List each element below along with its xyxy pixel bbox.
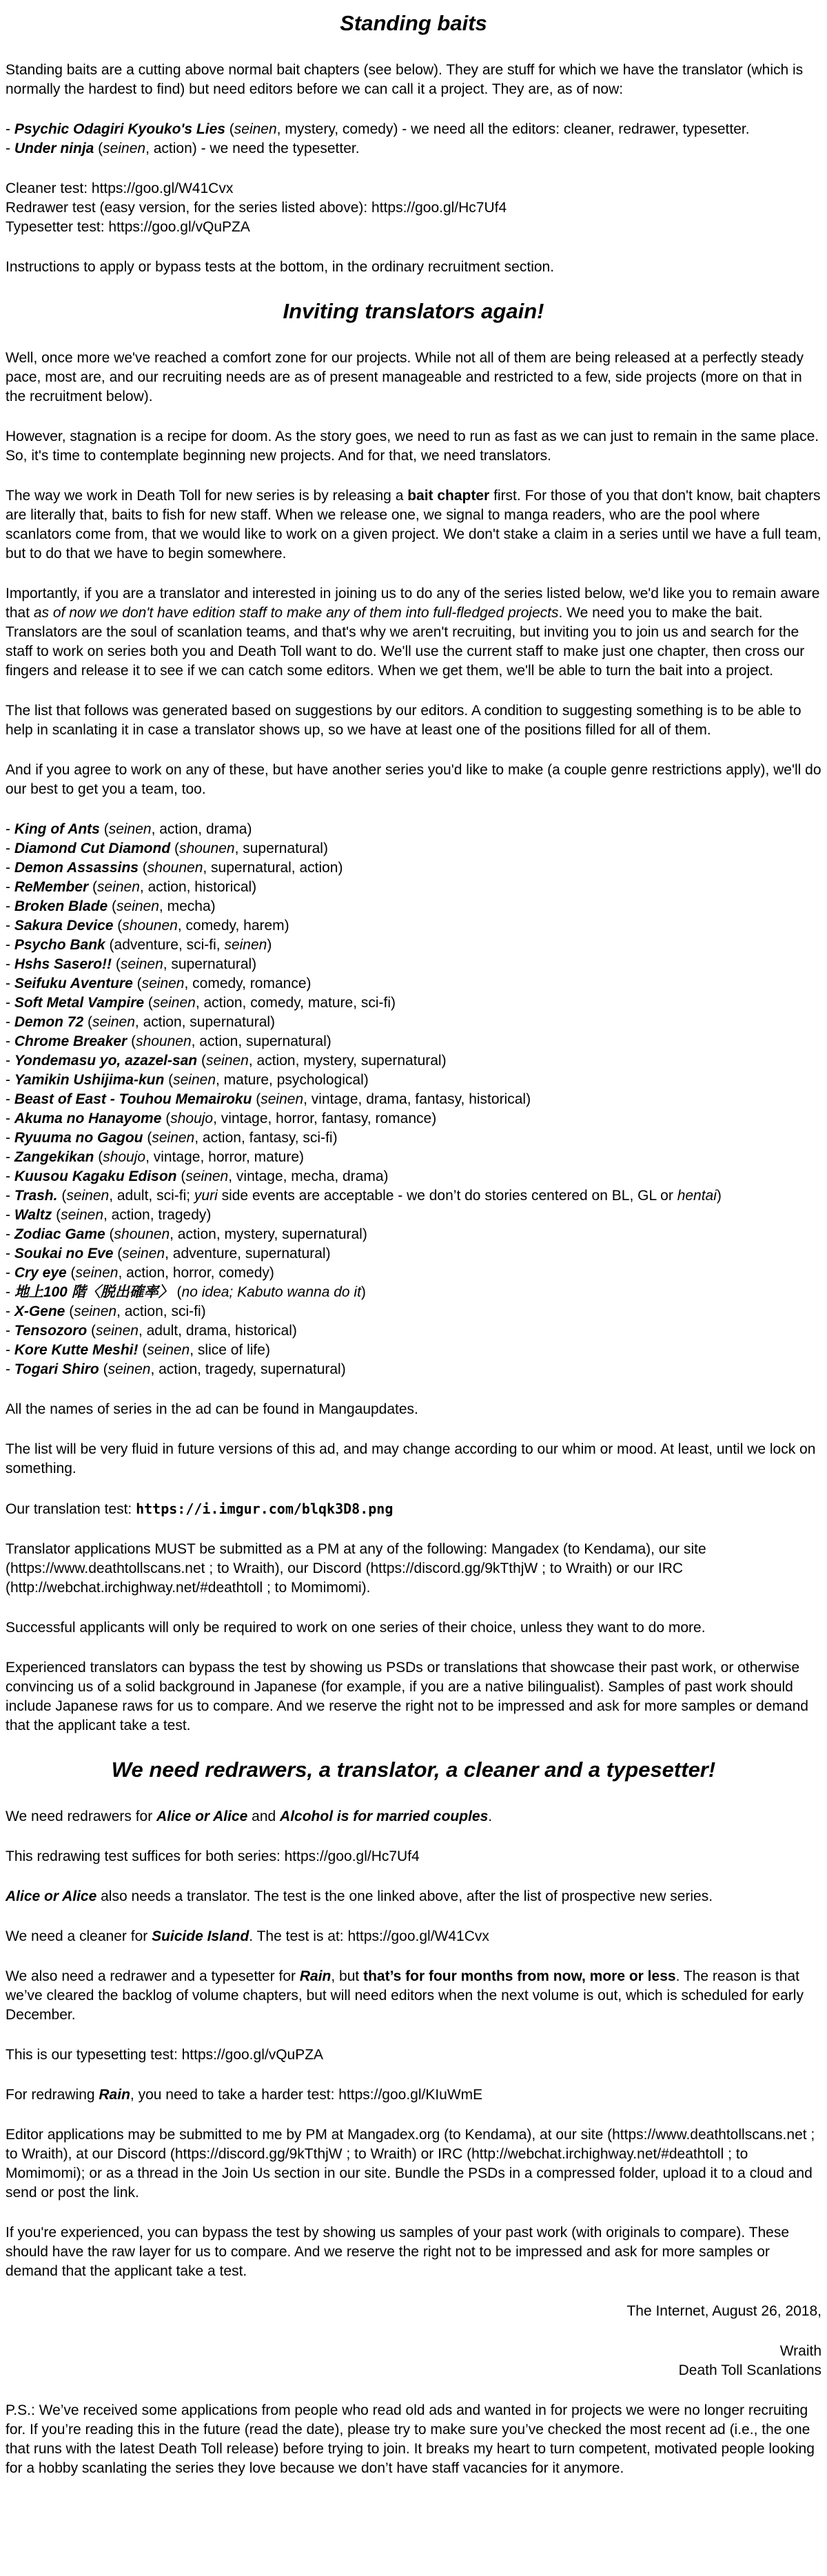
- paragraph: All the names of series in the ad can be found in Mangaupdates.: [6, 1401, 418, 1417]
- series-title: Broken Blade: [14, 898, 108, 914]
- series-item: - 地上100 階〈脱出確率〉 (no idea; Kabuto wanna do it): [6, 1284, 366, 1300]
- staff-needs-paragraphs: [6, 1807, 821, 2281]
- series-title: Trash.: [14, 1188, 58, 1204]
- series-item: - Togari Shiro (seinen, action, tragedy, supernatural): [6, 1361, 346, 1377]
- paragraph: The list that follows was generated based on suggestions by our editors. A condition to suggesting something is to be able to help in scanlating it in case a translator shows up, so we have at least one of the positions filled for all of them.: [6, 703, 802, 738]
- series-item: - Yondemasu yo, azazel-san (seinen, action, mystery, supernatural): [6, 1053, 447, 1069]
- paragraph: We need redrawers for Alice or Alice and Alcohol is for married couples.: [6, 1809, 493, 1824]
- series-title: Sakura Device: [14, 918, 114, 934]
- standing-baits-title: Standing baits: [340, 11, 487, 35]
- inviting-outro-paragraphs: [6, 1400, 821, 1735]
- paragraph: We need a cleaner for Suicide Island. The test is at: https://goo.gl/W41Cvx: [6, 1928, 489, 1944]
- staff-needs-title: We need redrawers, a translator, a cleaner and a typesetter!: [111, 1758, 716, 1782]
- series-title: Yamikin Ushijima-kun: [14, 1072, 165, 1088]
- test-instructions-note: Instructions to apply or bypass tests at the bottom, in the ordinary recruitment section.: [6, 259, 555, 275]
- series-title: Yondemasu yo, azazel-san: [14, 1053, 198, 1069]
- series-title: 地上100 階〈脱出確率〉: [14, 1284, 173, 1300]
- editor-test-links: [6, 179, 821, 237]
- series-item: - Kore Kutte Meshi! (seinen, slice of life): [6, 1342, 270, 1358]
- series-item: - Demon 72 (seinen, action, supernatural): [6, 1014, 276, 1030]
- signature-lines: [6, 2342, 821, 2380]
- paragraph: If you're experienced, you can bypass the test by showing us samples of your past work (with originals to compare). These should have the raw layer for us to compare. And we reserve the right not to be impressed and ask for more samples or demand that the applicant take a test.: [6, 2225, 790, 2279]
- series-title: Hshs Sasero!!: [14, 956, 112, 972]
- series-item: - Zodiac Game (shounen, action, mystery, supernatural): [6, 1226, 367, 1242]
- paragraph: Editor applications may be submitted to me by PM at Mangadex.org (to Kendama), at our site (https://www.deathtollscans.net ; to Wraith), at our Discord (https://discord.gg/9kTthjW ; to Wraith) or IRC (http://webchat.irchighway.net/#deathtoll ; to Momimomi); or as a thread in the Join Us section in our site. Bundle the PSDs in a compressed folder, upload it to a cloud and send or post the link.: [6, 2127, 815, 2201]
- series-title: Tensozoro: [14, 1323, 88, 1339]
- series-item: - Waltz (seinen, action, tragedy): [6, 1207, 212, 1223]
- series-item: - Beast of East - Touhou Memairoku (seinen, vintage, drama, fantasy, historical): [6, 1091, 531, 1107]
- series-title: Kore Kutte Meshi!: [14, 1342, 139, 1358]
- standing-baits-intro: Standing baits are a cutting above normal bait chapters (see below). They are stuff for which we have the translator (which is normally the hardest to find) but need editors before we can call it a project. They are, as of now:: [6, 62, 804, 97]
- series-item: - Under ninja (seinen, action) - we need the typesetter.: [6, 141, 360, 156]
- series-title: Ryuuma no Gagou: [14, 1130, 143, 1146]
- text-line: Typesetter test: https://goo.gl/vQuPZA: [6, 219, 250, 235]
- series-title: Akuma no Hanayome: [14, 1111, 162, 1126]
- paragraph: Well, once more we've reached a comfort zone for our projects. While not all of them are being released at a perfectly steady pace, most are, and our recruiting needs are as of present manageable and restricted to a few, side projects (more on that in the recruitment below).: [6, 350, 804, 404]
- series-item: - Ryuuma no Gagou (seinen, action, fantasy, sci-fi): [6, 1130, 338, 1146]
- paragraph: And if you agree to work on any of these, but have another series you'd like to make (a couple genre restrictions apply), we'll do our best to get you a team, too.: [6, 762, 821, 797]
- text-line: Redrawer test (easy version, for the series listed above): https://goo.gl/Hc7Uf4: [6, 200, 507, 216]
- series-title: Soukai no Eve: [14, 1246, 114, 1261]
- series-item: - Soukai no Eve (seinen, adventure, supernatural): [6, 1246, 331, 1261]
- series-item: - ReMember (seinen, action, historical): [6, 879, 257, 895]
- series-item: - Broken Blade (seinen, mecha): [6, 898, 216, 914]
- series-item: - Chrome Breaker (shounen, action, supernatural): [6, 1033, 331, 1049]
- series-title: Under ninja: [14, 141, 94, 156]
- paragraph: Successful applicants will only be required to work on one series of their choice, unless they want to do more.: [6, 1620, 706, 1636]
- series-title: Kuusou Kagaku Edison: [14, 1168, 177, 1184]
- series-item: - Diamond Cut Diamond (shounen, supernatural): [6, 841, 328, 856]
- series-title: Beast of East - Touhou Memairoku: [14, 1091, 252, 1107]
- series-title: Diamond Cut Diamond: [14, 841, 171, 856]
- series-title: X-Gene: [14, 1304, 65, 1319]
- paragraph: Importantly, if you are a translator and interested in joining us to do any of the series listed below, we'd like you to remain aware that as of now we don't have edition staff to make any of them into full-fledged projects. We need you to make the bait. Translators are the soul of scanlation teams, and that's why we aren't recruiting, but inviting you to join us and search for the staff to work on series both you and Death Toll want to do. We'll use the current staff to make just one chapter, then cross our fingers and release it to see if we can catch some editors. When we get them, we'll be able to turn the bait into a project.: [6, 586, 820, 679]
- paragraph: This is our typesetting test: https://goo.gl/vQuPZA: [6, 2047, 324, 2063]
- series-title: Cry eye: [14, 1265, 67, 1281]
- signature-date: The Internet, August 26, 2018,: [626, 2303, 821, 2319]
- text-line: Death Toll Scanlations: [678, 2362, 821, 2378]
- postscript: P.S.: We’ve received some applications from people who read old ads and wanted in for projects we were no longer recruiting for. If you’re reading this in the future (read the date), please try to make sure you’ve checked the most recent ad (i.e., the one that runs with the latest Death Toll release) before trying to join. It breaks my heart to turn competent, motivated people looking for a hobby scanlating the series they love because we don’t have staff vacancies for it anymore.: [6, 2402, 815, 2476]
- series-item: - Yamikin Ushijima-kun (seinen, mature, psychological): [6, 1072, 369, 1088]
- series-item: - King of Ants (seinen, action, drama): [6, 821, 252, 837]
- series-title: Seifuku Aventure: [14, 976, 133, 991]
- paragraph: For redrawing Rain, you need to take a harder test: https://goo.gl/KIuWmE: [6, 2087, 483, 2103]
- prospective-series-list: [6, 820, 821, 1379]
- paragraph: Translator applications MUST be submitted as a PM at any of the following: Mangadex (to Kendama), our site (https://www.deathtollscans.net ; to Wraith), our Discord (https://discord.gg/9kTthjW ; to Wraith) or our IRC (http://webchat.irchighway.net/#deathtoll ; to Momimomi).: [6, 1541, 706, 1596]
- series-item: - Tensozoro (seinen, adult, drama, historical): [6, 1323, 297, 1339]
- standing-baits-series-list: [6, 120, 821, 158]
- series-item: - Akuma no Hanayome (shoujo, vintage, horror, fantasy, romance): [6, 1111, 437, 1126]
- series-item: - Psycho Bank (adventure, sci-fi, seinen): [6, 937, 272, 953]
- paragraph: The list will be very fluid in future versions of this ad, and may change according to our whim or mood. At least, until we lock on something.: [6, 1441, 816, 1476]
- series-item: - Kuusou Kagaku Edison (seinen, vintage, mecha, drama): [6, 1168, 389, 1184]
- inviting-translators-title: Inviting translators again!: [283, 299, 544, 323]
- series-item: - Hshs Sasero!! (seinen, supernatural): [6, 956, 257, 972]
- text-line: Wraith: [779, 2343, 821, 2359]
- series-item: - Trash. (seinen, adult, sci-fi; yuri side events are acceptable - we don’t do stories centered on BL, GL or hentai): [6, 1188, 722, 1204]
- series-title: Demon Assassins: [14, 860, 139, 876]
- series-title: Psychic Odagiri Kyouko's Lies: [14, 121, 225, 137]
- series-item: - Zangekikan (shoujo, vintage, horror, mature): [6, 1149, 305, 1165]
- text-line: Cleaner test: https://goo.gl/W41Cvx: [6, 181, 234, 196]
- series-title: Chrome Breaker: [14, 1033, 127, 1049]
- series-item: - Demon Assassins (shounen, supernatural, action): [6, 860, 343, 876]
- paragraph: The way we work in Death Toll for new series is by releasing a bait chapter first. For those of you that don't know, bait chapters are literally that, baits to fish for new staff. When we release one, we signal to manga readers, who are the pool where scanlators come from, that we would like to work on a given project. We don't stake a claim in a series until we have a full team, but to do that we have to begin somewhere.: [6, 488, 821, 561]
- paragraph: Experienced translators can bypass the test by showing us PSDs or translations that showcase their past work, or otherwise convincing us of a solid background in Japanese (for example, if you are a native bilingualist). Samples of past work should include Japanese raws for us to compare. And we reserve the right not to be impressed and ask for more samples or demand that the applicant take a test.: [6, 1660, 808, 1733]
- series-title: King of Ants: [14, 821, 100, 837]
- inviting-intro-paragraphs: [6, 349, 821, 799]
- paragraph: Our translation test: https://i.imgur.com/blqk3D8.png: [6, 1501, 394, 1517]
- series-title: Zangekikan: [14, 1149, 94, 1165]
- series-title: Togari Shiro: [14, 1361, 99, 1377]
- series-title: Demon 72: [14, 1014, 84, 1030]
- paragraph: This redrawing test suffices for both series: https://goo.gl/Hc7Uf4: [6, 1848, 420, 1864]
- series-item: - Sakura Device (shounen, comedy, harem): [6, 918, 289, 934]
- series-item: - Cry eye (seinen, action, horror, comedy): [6, 1265, 274, 1281]
- series-title: Waltz: [14, 1207, 52, 1223]
- series-item: - Seifuku Aventure (seinen, comedy, romance): [6, 976, 312, 991]
- paragraph: However, stagnation is a recipe for doom. As the story goes, we need to run as fast as we can just to remain in the same place. So, it's time to contemplate beginning new projects. And for that, we need translators.: [6, 429, 819, 464]
- series-item: - Soft Metal Vampire (seinen, action, comedy, mature, sci-fi): [6, 995, 396, 1011]
- series-item: - X-Gene (seinen, action, sci-fi): [6, 1304, 206, 1319]
- paragraph: We also need a redrawer and a typesetter for Rain, but that’s for four months from now, more or less. The reason is that we’ve cleared the backlog of volume chapters, but will need editors when the next volume is out, which is scheduled for early December.: [6, 1968, 804, 2023]
- series-title: Zodiac Game: [14, 1226, 105, 1242]
- series-title: Soft Metal Vampire: [14, 995, 145, 1011]
- series-title: ReMember: [14, 879, 89, 895]
- series-item: - Psychic Odagiri Kyouko's Lies (seinen, mystery, comedy) - we need all the editors: cleaner, redrawer, typesetter.: [6, 121, 750, 137]
- paragraph: Alice or Alice also needs a translator. The test is the one linked above, after the list of prospective new series.: [6, 1888, 713, 1904]
- series-title: Psycho Bank: [14, 937, 105, 953]
